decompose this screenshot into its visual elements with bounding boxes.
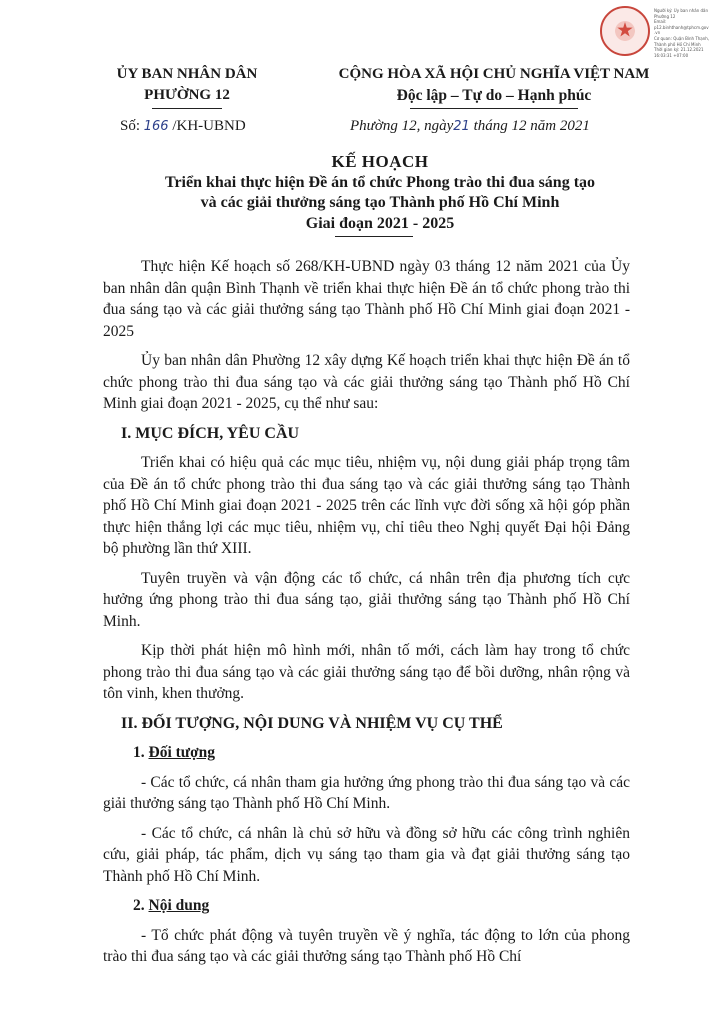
subsection-heading: 2. Nội dung	[133, 897, 210, 914]
handwritten-day: 21	[453, 119, 470, 134]
paragraph: - Các tổ chức, cá nhân tham gia hưởng ứng phong trào thi đua sáng tạo và các giải thưởng sáng tạo Thành phố Hồ Chí Minh.	[103, 773, 630, 812]
paragraph: Thực hiện Kế hoạch số 268/KH-UBND ngày 03 tháng 12 năm 2021 của Ủy ban nhân dân quận Bình Thạnh về triển khai thực hiện Đề án tổ chức phong trào thi đua sáng tạo và các giải thưởng sáng tạo Thành phố Hồ Chí Minh giai đoạn 2021 - 2025	[103, 258, 630, 340]
document-date: Phường 12, ngày21 tháng 12 năm 2021	[350, 118, 590, 134]
section-heading: II. ĐỐI TƯỢNG, NỘI DUNG VÀ NHIỆM VỤ CỤ THỂ	[121, 714, 503, 732]
document-body	[103, 256, 630, 976]
digital-signature-stamp	[600, 6, 718, 58]
paragraph: Tuyên truyền và vận động các tổ chức, cá nhân trên địa phương tích cực hưởng ứng phong trào thi đua sáng tạo, giải thưởng sáng tạo Thành phố Hồ Chí Minh.	[103, 569, 630, 630]
section-heading: I. MỤC ĐÍCH, YÊU CẦU	[121, 424, 300, 442]
seal-icon	[600, 6, 650, 56]
agency-underline	[152, 108, 222, 109]
paragraph: - Các tổ chức, cá nhân là chủ sở hữu và đồng sở hữu các công trình nghiên cứu, giải pháp, tác phẩm, dịch vụ sáng tạo tham gia và đạt giải thưởng sáng tạo Thành phố Hồ Chí Minh.	[103, 824, 630, 885]
paragraph: Kịp thời phát hiện mô hình mới, nhân tố mới, cách làm hay trong tổ chức phong trào thi đua sáng tạo và các giải thưởng sáng tạo để bồi dưỡng, nhân rộng và tôn vinh, khen thưởng.	[103, 642, 630, 702]
handwritten-number: 166	[143, 119, 169, 134]
paragraph: Triển khai có hiệu quả các mục tiêu, nhiệm vụ, nội dung giải pháp trọng tâm của Đề án tổ chức phong trào thi đua sáng tạo và các giải thưởng sáng tạo Thành phố Hồ Chí Minh giai đoạn 2021 - 2025 trên các lĩnh vực đời sống xã hội góp phần thực hiện thắng lợi các mục tiêu, nhiệm vụ, chỉ tiêu theo Nghị quyết Đại hội Đảng bộ phường lần thứ XIII.	[103, 454, 630, 557]
paragraph: - Tổ chức phát động và tuyên truyền về ý nghĩa, tác động to lớn của phong trào thi đua sáng tạo và các giải thưởng sáng tạo Thành phố Hồ Chí	[103, 926, 630, 965]
document-title: KẾ HOẠCH Triển khai thực hiện Đề án tổ chức Phong trào thi đua sáng tạo và các giải thưởng sáng tạo Thành phố Hồ Chí Minh Giai đoạn 2021 - 2025	[164, 152, 596, 232]
paragraph: Ủy ban nhân dân Phường 12 xây dựng Kế hoạch triển khai thực hiện Đề án tổ chức phong trào thi đua sáng tạo và các giải thưởng sáng tạo Thành phố Hồ Chí Minh giai đoạn 2021 - 2025, cụ thể như sau:	[103, 352, 630, 412]
motto-underline	[410, 108, 578, 109]
issuing-agency: ỦY BAN NHÂN DÂN PHƯỜNG 12	[116, 66, 258, 103]
signature-info: Người ký: Ủy ban nhân dân Phường 12 Email: p12.binhthanh@tphcm.gov .vn Cơ quan: Quận Bình Thạnh, Thành phố Hồ Chí Minh Thời gian ký: 21.12.2021 16:03:31 +07:00	[654, 8, 710, 58]
document-number: Số: 166 /KH-UBND	[120, 118, 246, 134]
national-header: CỘNG HÒA XÃ HỘI CHỦ NGHĨA VIỆT NAM Độc lập – Tự do – Hạnh phúc	[338, 66, 650, 104]
title-divider	[335, 236, 413, 237]
subsection-heading: 1. Đối tượng	[133, 744, 216, 761]
